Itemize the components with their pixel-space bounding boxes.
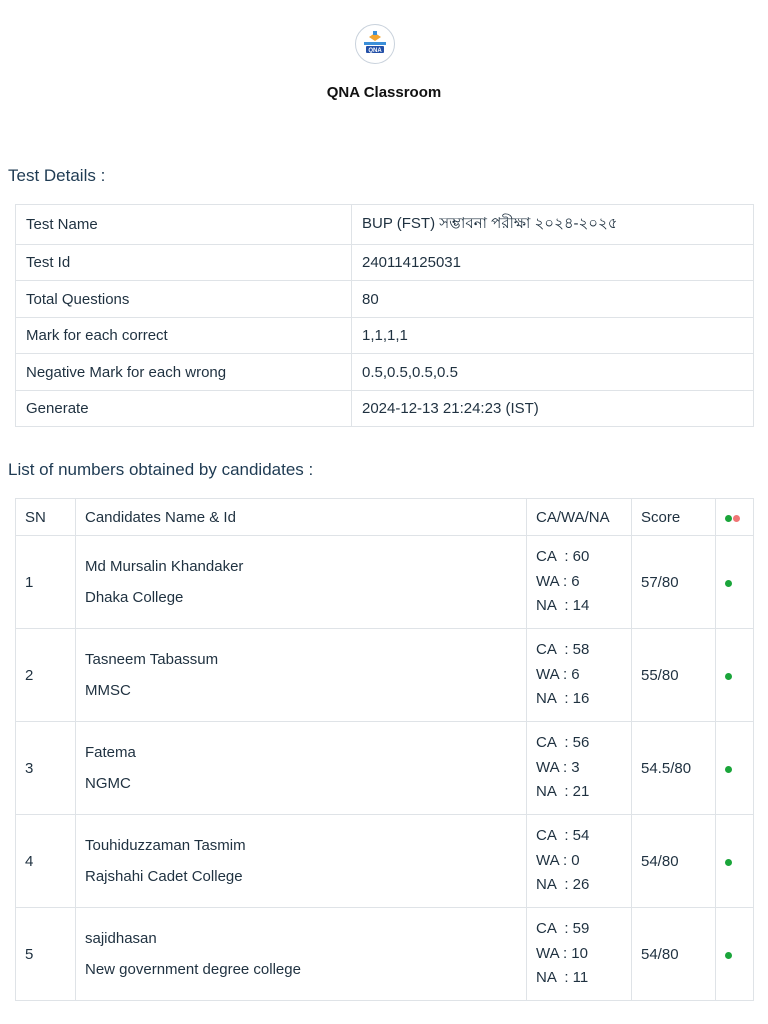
detail-row-negative-mark (16, 354, 754, 391)
candidate-row (16, 536, 754, 629)
ca-value: CA : 56 (536, 734, 590, 752)
detail-row-test-name (16, 205, 754, 245)
candidates-header-row (16, 499, 754, 536)
candidate-name-cell (76, 908, 527, 1001)
detail-label: Test Name (16, 205, 352, 245)
ca-value: CA : 58 (536, 641, 590, 659)
candidate-cawana (527, 815, 632, 908)
candidate-cawana (527, 629, 632, 722)
detail-label: Negative Mark for each wrong (16, 354, 352, 391)
candidate-status (716, 536, 754, 629)
status-dot-icon (725, 766, 732, 773)
candidate-sn: 1 (16, 536, 76, 629)
candidate-score: 54/80 (632, 908, 716, 1001)
ca-value: CA : 54 (536, 827, 590, 845)
na-value: NA : 11 (536, 969, 589, 987)
qna-classroom-logo (355, 24, 395, 64)
detail-row-generate (16, 391, 754, 427)
col-name: Candidates Name & Id (76, 499, 527, 536)
wa-value: WA : 3 (536, 758, 580, 776)
na-value: NA : 21 (536, 783, 590, 801)
svg-text:QNA: QNA (368, 48, 382, 54)
candidate-status (716, 629, 754, 722)
wa-value: WA : 6 (536, 572, 580, 590)
candidates-table (15, 498, 754, 1001)
status-dot-icon (725, 580, 732, 587)
candidate-name-cell (76, 722, 527, 815)
status-dot-icon (725, 673, 732, 680)
detail-row-test-id (16, 245, 754, 281)
candidate-score: 57/80 (632, 536, 716, 629)
candidate-name: Fatema (85, 744, 136, 761)
detail-value: 240114125031 (352, 245, 754, 281)
candidate-status (716, 908, 754, 1001)
candidate-row (16, 908, 754, 1001)
detail-value: BUP (FST) সম্ভাবনা পরীক্ষা ২০২৪-২০২৫ (352, 205, 754, 245)
legend-green-dot-icon (725, 515, 732, 522)
col-status (716, 499, 754, 536)
na-value: NA : 14 (536, 597, 590, 615)
candidate-name: Md Mursalin Khandaker (85, 558, 244, 575)
ca-value: CA : 60 (536, 548, 590, 566)
candidate-row (16, 722, 754, 815)
col-cawana: CA/WA/NA (527, 499, 632, 536)
detail-value: 1,1,1,1 (352, 318, 754, 354)
candidate-name-cell (76, 629, 527, 722)
candidate-sn: 2 (16, 629, 76, 722)
test-details-table (15, 204, 754, 427)
candidate-name-cell (76, 536, 527, 629)
candidate-institution: New government degree college (85, 961, 301, 978)
candidate-institution: MMSC (85, 682, 131, 699)
candidate-cawana (527, 908, 632, 1001)
candidate-name: Touhiduzzaman Tasmim (85, 837, 246, 854)
na-value: NA : 16 (536, 690, 590, 708)
candidate-name: sajidhasan (85, 930, 157, 947)
na-value: NA : 26 (536, 876, 590, 894)
candidate-score: 54/80 (632, 815, 716, 908)
candidate-sn: 4 (16, 815, 76, 908)
candidate-row (16, 815, 754, 908)
candidate-cawana (527, 722, 632, 815)
candidate-name-cell (76, 815, 527, 908)
ca-value: CA : 59 (536, 920, 590, 938)
candidate-institution: NGMC (85, 775, 131, 792)
candidate-score: 55/80 (632, 629, 716, 722)
detail-value: 0.5,0.5,0.5,0.5 (352, 354, 754, 391)
candidate-row (16, 629, 754, 722)
logo-graphic (356, 25, 394, 63)
test-details-heading: Test Details : (8, 166, 106, 185)
candidate-cawana (527, 536, 632, 629)
page-header (0, 0, 768, 140)
detail-value: 80 (352, 281, 754, 318)
wa-value: WA : 10 (536, 944, 588, 962)
detail-label: Test Id (16, 245, 352, 281)
site-title: QNA Classroom (326, 84, 442, 101)
col-sn: SN (16, 499, 76, 536)
detail-label: Mark for each correct (16, 318, 352, 354)
candidate-sn: 3 (16, 722, 76, 815)
status-dot-icon (725, 952, 732, 959)
detail-label: Total Questions (16, 281, 352, 318)
legend-red-dot-icon (733, 515, 740, 522)
candidate-status (716, 815, 754, 908)
detail-label: Generate (16, 391, 352, 427)
col-score: Score (632, 499, 716, 536)
status-dot-icon (725, 859, 732, 866)
wa-value: WA : 0 (536, 851, 580, 869)
candidates-heading: List of numbers obtained by candidates : (8, 460, 314, 479)
candidate-score: 54.5/80 (632, 722, 716, 815)
candidate-name: Tasneem Tabassum (85, 651, 219, 668)
candidate-status (716, 722, 754, 815)
detail-value: 2024-12-13 21:24:23 (IST) (352, 391, 754, 427)
candidate-institution: Rajshahi Cadet College (85, 868, 243, 885)
detail-row-total-questions (16, 281, 754, 318)
detail-row-mark-correct (16, 318, 754, 354)
candidate-institution: Dhaka College (85, 589, 184, 606)
candidate-sn: 5 (16, 908, 76, 1001)
wa-value: WA : 6 (536, 665, 580, 683)
